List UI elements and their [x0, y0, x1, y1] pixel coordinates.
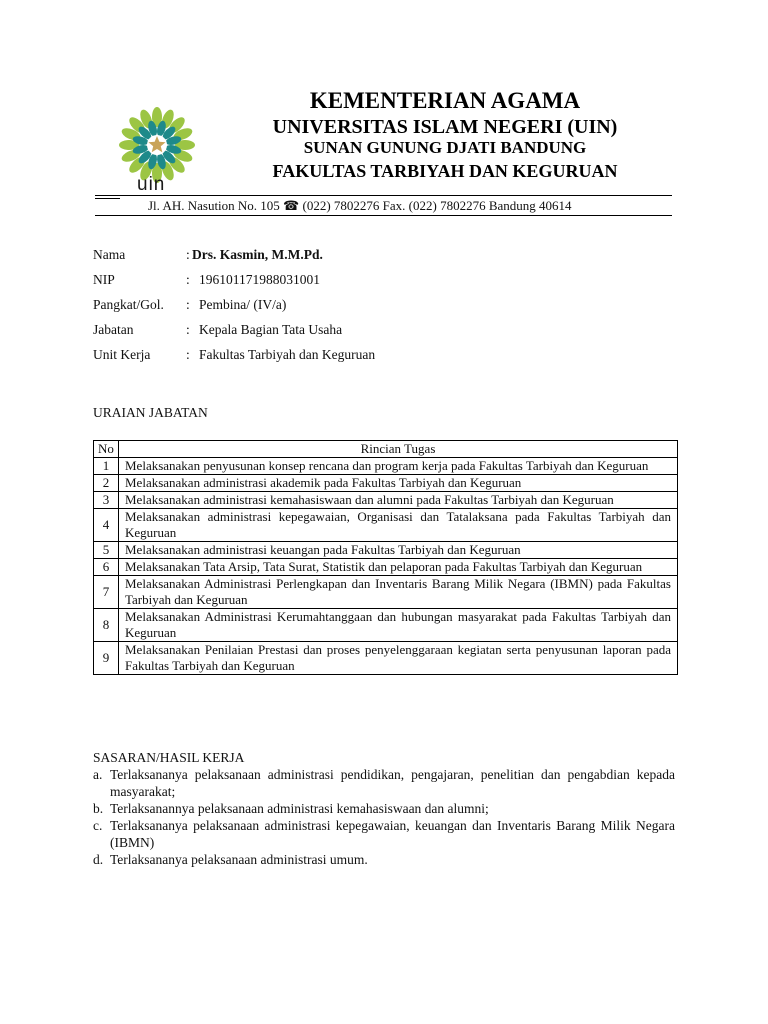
task-description: Melaksanakan administrasi akademik pada Fakultas Tarbiyah dan Keguruan	[119, 475, 678, 492]
header-rule-top	[95, 195, 672, 196]
table-row	[94, 576, 678, 609]
faculty-title: FAKULTAS TARBIYAH DAN KEGURUAN	[272, 161, 618, 181]
sasaran-text: Terlaksananya pelaksanaan administrasi umum.	[110, 852, 368, 867]
table-row	[94, 542, 678, 559]
sasaran-item	[93, 851, 675, 868]
identity-colon: :	[186, 347, 190, 362]
identity-colon: :	[186, 297, 190, 312]
identity-value: Drs. Kasmin, M.M.Pd.	[192, 247, 323, 262]
identity-value: Kepala Bagian Tata Usaha	[199, 322, 343, 337]
sasaran-item	[93, 766, 675, 800]
task-number: 1	[94, 458, 119, 475]
sasaran-text: Terlaksananya pelaksanaan administrasi pendidikan, pengajaran, penelitian dan pengabdian kepada masyarakat;	[110, 767, 675, 799]
task-description: Melaksanakan administrasi keuangan pada Fakultas Tarbiyah dan Keguruan	[119, 542, 678, 559]
uraian-title: URAIAN JABATAN	[93, 405, 208, 420]
task-number: 9	[94, 642, 119, 675]
sasaran-marker: b.	[93, 801, 104, 816]
identity-label: Jabatan	[93, 322, 134, 337]
identity-value: Fakultas Tarbiyah dan Keguruan	[199, 347, 376, 362]
identity-label: Nama	[93, 247, 126, 262]
task-number: 3	[94, 492, 119, 509]
task-description: Melaksanakan administrasi kepegawaian, Organisasi dan Tatalaksana pada Fakultas Tarbiyah dan Keguruan	[119, 509, 678, 542]
sasaran-marker: c.	[93, 818, 103, 833]
column-header-no: No	[94, 441, 119, 458]
sasaran-text: Terlaksanannya pelaksanaan administrasi kemahasiswaan dan alumni;	[110, 801, 489, 816]
identity-value: 196101171988031001	[199, 272, 320, 287]
sasaran-marker: d.	[93, 852, 104, 867]
identity-label: NIP	[93, 272, 115, 287]
task-description: Melaksanakan Administrasi Kerumahtanggaan dan hubungan masyarakat pada Fakultas Tarbiyah dan Keguruan	[119, 609, 678, 642]
sasaran-block	[93, 749, 675, 868]
table-row	[94, 492, 678, 509]
table-header-row	[94, 441, 678, 458]
task-description: Melaksanakan penyusunan konsep rencana dan program kerja pada Fakultas Tarbiyah dan Keguruan	[119, 458, 678, 475]
sasaran-title: SASARAN/HASIL KERJA	[93, 750, 245, 765]
identity-label: Pangkat/Gol.	[93, 297, 164, 312]
university-subtitle: SUNAN GUNUNG DJATI BANDUNG	[303, 138, 587, 157]
table-row	[94, 609, 678, 642]
identity-value: Pembina/ (IV/a)	[199, 297, 287, 312]
sasaran-marker: a.	[93, 767, 103, 782]
task-number: 8	[94, 609, 119, 642]
header-rule-bottom	[95, 215, 672, 216]
task-description: Melaksanakan Tata Arsip, Tata Surat, Statistik dan pelaporan pada Fakultas Tarbiyah dan Keguruan	[119, 559, 678, 576]
column-header-rincian: Rincian Tugas	[119, 441, 678, 458]
identity-colon: :	[186, 322, 190, 337]
sasaran-text: Terlaksananya pelaksanaan administrasi kepegawaian, keuangan dan Inventaris Barang Milik Negara (IBMN)	[110, 818, 675, 850]
table-row	[94, 559, 678, 576]
task-description: Melaksanakan Penilaian Prestasi dan proses penyelenggaraan kegiatan serta penyusunan laporan pada Fakultas Tarbiyah dan Keguruan	[119, 642, 678, 675]
table-row	[94, 509, 678, 542]
header-rule-short	[95, 198, 120, 199]
task-number: 6	[94, 559, 119, 576]
sasaran-item	[93, 817, 675, 851]
task-number: 5	[94, 542, 119, 559]
logo-text: uin	[137, 174, 166, 195]
task-description: Melaksanakan Administrasi Perlengkapan dan Inventaris Barang Milik Negara (IBMN) pada Fakultas Tarbiyah dan Keguruan	[119, 576, 678, 609]
task-description: Melaksanakan administrasi kemahasiswaan dan alumni pada Fakultas Tarbiyah dan Keguruan	[119, 492, 678, 509]
task-number: 2	[94, 475, 119, 492]
task-table	[93, 440, 678, 675]
university-title: UNIVERSITAS ISLAM NEGERI (UIN)	[272, 116, 618, 138]
identity-label: Unit Kerja	[93, 347, 151, 362]
table-row	[94, 475, 678, 492]
ministry-title: KEMENTERIAN AGAMA	[309, 88, 581, 113]
identity-colon: :	[186, 247, 190, 262]
identity-colon: :	[186, 272, 190, 287]
table-row	[94, 458, 678, 475]
task-number: 7	[94, 576, 119, 609]
table-row	[94, 642, 678, 675]
sasaran-item	[93, 800, 675, 817]
task-number: 4	[94, 509, 119, 542]
address-line: Jl. AH. Nasution No. 105 ☎ (022) 7802276 Fax. (022) 7802276 Bandung 40614	[148, 198, 572, 213]
